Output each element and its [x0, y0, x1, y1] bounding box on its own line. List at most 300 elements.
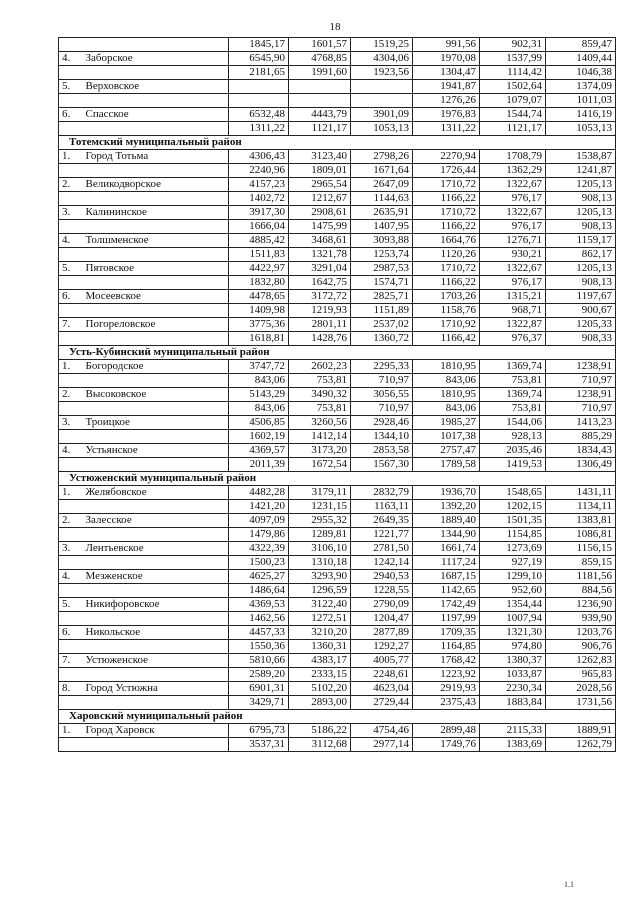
row-number	[59, 458, 83, 472]
settlement-name	[83, 122, 229, 136]
row-number	[59, 528, 83, 542]
table-row	[59, 360, 616, 374]
value-cell: 900,67	[546, 304, 616, 318]
value-cell: 1500,23	[229, 556, 289, 570]
district-header	[59, 472, 616, 486]
value-cell: 4369,57	[229, 444, 289, 458]
value-cell: 1238,91	[546, 360, 616, 374]
value-cell: 1344,90	[413, 528, 480, 542]
district-header	[59, 346, 616, 360]
value-cell: 908,13	[546, 192, 616, 206]
value-cell: 6795,73	[229, 724, 289, 738]
value-cell	[289, 94, 351, 108]
value-cell: 1011,03	[546, 94, 616, 108]
row-number: 4.	[59, 52, 83, 66]
settlement-name: Богородское	[83, 360, 229, 374]
value-cell: 4383,17	[289, 654, 351, 668]
value-cell: 902,31	[480, 38, 546, 52]
value-cell: 1567,30	[351, 458, 413, 472]
value-cell: 1726,44	[413, 164, 480, 178]
value-cell: 1181,56	[546, 570, 616, 584]
value-cell: 908,13	[546, 276, 616, 290]
value-cell: 1409,44	[546, 52, 616, 66]
settlement-name: Лентьевское	[83, 542, 229, 556]
value-cell	[289, 80, 351, 94]
settlement-name: Мосеевское	[83, 290, 229, 304]
table-row	[59, 598, 616, 612]
table-row	[59, 640, 616, 654]
value-cell: 4097,09	[229, 514, 289, 528]
value-cell: 1296,59	[289, 584, 351, 598]
value-cell: 2115,33	[480, 724, 546, 738]
table-row	[59, 654, 616, 668]
table-row	[59, 262, 616, 276]
value-cell: 843,06	[229, 402, 289, 416]
value-cell: 1985,27	[413, 416, 480, 430]
value-cell: 1205,33	[546, 318, 616, 332]
value-cell: 1212,67	[289, 192, 351, 206]
row-number: 1.	[59, 724, 83, 738]
value-cell: 1380,37	[480, 654, 546, 668]
value-cell: 5810,66	[229, 654, 289, 668]
row-number: 8.	[59, 682, 83, 696]
value-cell: 710,97	[351, 402, 413, 416]
settlement-name	[83, 430, 229, 444]
value-cell: 2781,50	[351, 542, 413, 556]
settlement-name	[83, 696, 229, 710]
value-cell: 1409,98	[229, 304, 289, 318]
value-cell: 1236,90	[546, 598, 616, 612]
value-cell: 952,60	[480, 584, 546, 598]
value-cell: 1672,54	[289, 458, 351, 472]
value-cell: 1046,38	[546, 66, 616, 80]
value-cell: 2928,46	[351, 416, 413, 430]
value-cell: 3112,68	[289, 738, 351, 752]
value-cell: 1502,64	[480, 80, 546, 94]
value-cell: 2295,33	[351, 360, 413, 374]
value-cell: 710,97	[351, 374, 413, 388]
row-number	[59, 192, 83, 206]
value-cell: 1475,99	[289, 220, 351, 234]
value-cell: 1344,10	[351, 430, 413, 444]
table-row	[59, 542, 616, 556]
value-cell: 1731,56	[546, 696, 616, 710]
value-cell: 1832,80	[229, 276, 289, 290]
table-row	[59, 556, 616, 570]
row-number	[59, 696, 83, 710]
value-cell: 5143,29	[229, 388, 289, 402]
table-row	[59, 612, 616, 626]
table-row	[59, 290, 616, 304]
settlement-name: Желябовское	[83, 486, 229, 500]
table-row	[59, 626, 616, 640]
value-cell: 1666,04	[229, 220, 289, 234]
row-number: 6.	[59, 290, 83, 304]
value-cell: 859,47	[546, 38, 616, 52]
row-number	[59, 374, 83, 388]
settlement-name	[83, 164, 229, 178]
settlement-name	[83, 220, 229, 234]
value-cell: 927,19	[480, 556, 546, 570]
settlement-name	[83, 248, 229, 262]
value-cell: 2832,79	[351, 486, 413, 500]
value-cell: 2790,09	[351, 598, 413, 612]
settlement-name: Троицкое	[83, 416, 229, 430]
value-cell: 1889,91	[546, 724, 616, 738]
value-cell: 1197,67	[546, 290, 616, 304]
value-cell: 1537,99	[480, 52, 546, 66]
value-cell: 2729,44	[351, 696, 413, 710]
value-cell: 6545,90	[229, 52, 289, 66]
value-cell: 4306,43	[229, 150, 289, 164]
value-cell: 1548,65	[480, 486, 546, 500]
district-title: Устюженский муниципальный район	[59, 472, 616, 486]
value-cell: 753,81	[480, 374, 546, 388]
settlement-name: Никольское	[83, 626, 229, 640]
row-number: 3.	[59, 542, 83, 556]
value-cell: 974,80	[480, 640, 546, 654]
row-number	[59, 38, 83, 52]
table-row	[59, 486, 616, 500]
value-cell: 3123,40	[289, 150, 351, 164]
value-cell: 1768,42	[413, 654, 480, 668]
table-row	[59, 206, 616, 220]
value-cell: 5186,22	[289, 724, 351, 738]
value-cell: 1166,22	[413, 192, 480, 206]
value-cell: 3537,31	[229, 738, 289, 752]
value-cell: 2333,15	[289, 668, 351, 682]
value-cell: 1661,74	[413, 542, 480, 556]
row-number	[59, 738, 83, 752]
value-cell: 1486,64	[229, 584, 289, 598]
table-row	[59, 444, 616, 458]
value-cell: 1421,20	[229, 500, 289, 514]
value-cell: 1166,22	[413, 276, 480, 290]
value-cell: 885,29	[546, 430, 616, 444]
row-number: 2.	[59, 514, 83, 528]
value-cell: 1462,56	[229, 612, 289, 626]
value-cell: 2602,23	[289, 360, 351, 374]
settlement-name: Устьянское	[83, 444, 229, 458]
value-cell: 1053,13	[351, 122, 413, 136]
district-title: Усть-Кубинский муниципальный район	[59, 346, 616, 360]
value-cell: 843,06	[413, 402, 480, 416]
value-cell: 991,56	[413, 38, 480, 52]
settlement-name: Спасское	[83, 108, 229, 122]
value-cell: 1428,76	[289, 332, 351, 346]
value-cell: 3917,30	[229, 206, 289, 220]
value-cell: 1501,35	[480, 514, 546, 528]
value-cell: 2987,53	[351, 262, 413, 276]
value-cell: 1117,24	[413, 556, 480, 570]
value-cell: 2853,58	[351, 444, 413, 458]
value-cell: 1810,95	[413, 360, 480, 374]
value-cell: 1151,89	[351, 304, 413, 318]
value-cell: 1671,64	[351, 164, 413, 178]
table-row	[59, 248, 616, 262]
table-row	[59, 220, 616, 234]
row-number	[59, 430, 83, 444]
value-cell: 2270,94	[413, 150, 480, 164]
value-cell: 1228,55	[351, 584, 413, 598]
value-cell: 753,81	[289, 402, 351, 416]
value-cell: 1321,78	[289, 248, 351, 262]
value-cell: 1121,17	[289, 122, 351, 136]
value-cell: 1231,15	[289, 500, 351, 514]
value-cell: 2965,54	[289, 178, 351, 192]
value-cell: 1156,15	[546, 542, 616, 556]
table-row	[59, 234, 616, 248]
value-cell: 1203,76	[546, 626, 616, 640]
row-number: 5.	[59, 598, 83, 612]
value-cell: 3468,61	[289, 234, 351, 248]
value-cell: 1120,26	[413, 248, 480, 262]
value-cell: 1134,11	[546, 500, 616, 514]
value-cell: 2977,14	[351, 738, 413, 752]
row-number	[59, 304, 83, 318]
value-cell: 976,17	[480, 220, 546, 234]
value-cell: 1602,19	[229, 430, 289, 444]
row-number: 6.	[59, 108, 83, 122]
row-number	[59, 276, 83, 290]
value-cell: 1221,77	[351, 528, 413, 542]
value-cell: 1710,72	[413, 262, 480, 276]
row-number	[59, 640, 83, 654]
value-cell: 4754,46	[351, 724, 413, 738]
settlement-name	[83, 528, 229, 542]
value-cell: 4369,53	[229, 598, 289, 612]
value-cell: 1205,13	[546, 206, 616, 220]
value-cell: 2801,11	[289, 318, 351, 332]
value-cell: 1941,87	[413, 80, 480, 94]
value-cell: 1197,99	[413, 612, 480, 626]
value-cell: 2899,48	[413, 724, 480, 738]
value-cell: 1262,83	[546, 654, 616, 668]
value-cell: 1383,69	[480, 738, 546, 752]
value-cell: 1299,10	[480, 570, 546, 584]
table-row	[59, 388, 616, 402]
value-cell: 2825,71	[351, 290, 413, 304]
value-cell: 2647,09	[351, 178, 413, 192]
table-row	[59, 724, 616, 738]
settlement-name: Толшменское	[83, 234, 229, 248]
value-cell: 3901,09	[351, 108, 413, 122]
value-cell: 1315,21	[480, 290, 546, 304]
value-cell: 1321,30	[480, 626, 546, 640]
value-cell: 1369,74	[480, 388, 546, 402]
settlement-name	[83, 66, 229, 80]
value-cell: 1416,19	[546, 108, 616, 122]
table-row	[59, 38, 616, 52]
value-cell: 1360,72	[351, 332, 413, 346]
value-cell: 1166,42	[413, 332, 480, 346]
value-cell: 6532,48	[229, 108, 289, 122]
settlement-name	[83, 668, 229, 682]
table-row	[59, 192, 616, 206]
value-cell: 1114,42	[480, 66, 546, 80]
settlement-name: Заборское	[83, 52, 229, 66]
settlement-name	[83, 192, 229, 206]
value-cell: 2955,32	[289, 514, 351, 528]
value-cell: 1809,01	[289, 164, 351, 178]
value-cell: 4005,77	[351, 654, 413, 668]
value-cell: 1407,95	[351, 220, 413, 234]
value-cell: 3122,40	[289, 598, 351, 612]
value-cell: 1086,81	[546, 528, 616, 542]
settlement-name	[83, 738, 229, 752]
value-cell: 1310,18	[289, 556, 351, 570]
value-cell: 2798,26	[351, 150, 413, 164]
row-number	[59, 164, 83, 178]
value-cell: 1144,63	[351, 192, 413, 206]
value-cell: 710,97	[546, 374, 616, 388]
value-cell	[229, 94, 289, 108]
value-cell: 1007,94	[480, 612, 546, 626]
value-cell: 976,17	[480, 192, 546, 206]
row-number: 5.	[59, 80, 83, 94]
value-cell: 884,56	[546, 584, 616, 598]
value-cell: 1883,84	[480, 696, 546, 710]
value-cell: 908,33	[546, 332, 616, 346]
table-row	[59, 66, 616, 80]
value-cell: 4304,06	[351, 52, 413, 66]
value-cell: 3179,11	[289, 486, 351, 500]
value-cell: 1834,43	[546, 444, 616, 458]
table-row	[59, 150, 616, 164]
table-row	[59, 682, 616, 696]
value-cell: 1710,72	[413, 178, 480, 192]
settlement-name	[83, 612, 229, 626]
value-cell	[351, 94, 413, 108]
value-cell: 4506,85	[229, 416, 289, 430]
value-cell: 1322,67	[480, 262, 546, 276]
value-cell: 1544,74	[480, 108, 546, 122]
value-cell: 1664,76	[413, 234, 480, 248]
value-cell: 1789,58	[413, 458, 480, 472]
value-cell: 3429,71	[229, 696, 289, 710]
value-cell: 1306,49	[546, 458, 616, 472]
value-cell: 1142,65	[413, 584, 480, 598]
table-row	[59, 430, 616, 444]
value-cell: 843,06	[413, 374, 480, 388]
value-cell: 1079,07	[480, 94, 546, 108]
value-cell: 753,81	[480, 402, 546, 416]
settlement-name: Высоковское	[83, 388, 229, 402]
row-number	[59, 668, 83, 682]
value-cell: 3056,55	[351, 388, 413, 402]
table-row	[59, 164, 616, 178]
value-cell: 4885,42	[229, 234, 289, 248]
value-cell: 1749,76	[413, 738, 480, 752]
settlement-name	[83, 584, 229, 598]
value-cell: 1936,70	[413, 486, 480, 500]
value-cell: 1362,29	[480, 164, 546, 178]
settlement-name: Никифоровское	[83, 598, 229, 612]
row-number	[59, 500, 83, 514]
value-cell: 1276,26	[413, 94, 480, 108]
row-number	[59, 584, 83, 598]
value-cell: 1154,85	[480, 528, 546, 542]
row-number: 5.	[59, 262, 83, 276]
value-cell: 968,71	[480, 304, 546, 318]
value-cell: 928,13	[480, 430, 546, 444]
value-cell: 976,37	[480, 332, 546, 346]
value-cell: 2919,93	[413, 682, 480, 696]
value-cell: 1618,81	[229, 332, 289, 346]
table-row	[59, 80, 616, 94]
table-row	[59, 402, 616, 416]
settlement-name: Погореловское	[83, 318, 229, 332]
value-cell: 2589,20	[229, 668, 289, 682]
row-number: 6.	[59, 626, 83, 640]
row-number: 4.	[59, 444, 83, 458]
value-cell: 1710,72	[413, 206, 480, 220]
table-row	[59, 738, 616, 752]
value-cell: 6901,31	[229, 682, 289, 696]
table-row	[59, 374, 616, 388]
value-cell: 3291,04	[289, 262, 351, 276]
value-cell: 1166,22	[413, 220, 480, 234]
value-cell: 1642,75	[289, 276, 351, 290]
value-cell: 2240,96	[229, 164, 289, 178]
value-cell: 1241,87	[546, 164, 616, 178]
settlement-name	[83, 332, 229, 346]
value-cell: 1923,56	[351, 66, 413, 80]
table-row	[59, 276, 616, 290]
settlement-name: Город Тотьма	[83, 150, 229, 164]
table-row	[59, 416, 616, 430]
value-cell: 4623,04	[351, 682, 413, 696]
value-cell: 1519,25	[351, 38, 413, 52]
value-cell: 2877,89	[351, 626, 413, 640]
settlement-name: Великодворское	[83, 178, 229, 192]
value-cell: 859,15	[546, 556, 616, 570]
value-cell: 1121,17	[480, 122, 546, 136]
value-cell: 3172,72	[289, 290, 351, 304]
value-cell: 3210,20	[289, 626, 351, 640]
value-cell: 1550,36	[229, 640, 289, 654]
value-cell: 1219,93	[289, 304, 351, 318]
value-cell: 1205,13	[546, 178, 616, 192]
settlement-name	[83, 94, 229, 108]
value-cell: 4443,79	[289, 108, 351, 122]
value-cell: 2375,43	[413, 696, 480, 710]
value-cell: 1262,79	[546, 738, 616, 752]
table-row	[59, 668, 616, 682]
settlement-name: Город Харовск	[83, 724, 229, 738]
value-cell: 1479,86	[229, 528, 289, 542]
settlement-name: Город Устюжна	[83, 682, 229, 696]
table-row	[59, 458, 616, 472]
value-cell: 1709,35	[413, 626, 480, 640]
district-header	[59, 710, 616, 724]
value-cell: 1991,60	[289, 66, 351, 80]
row-number: 3.	[59, 206, 83, 220]
settlement-name	[83, 500, 229, 514]
value-cell: 1017,38	[413, 430, 480, 444]
value-cell: 976,17	[480, 276, 546, 290]
settlement-name	[83, 402, 229, 416]
row-number	[59, 556, 83, 570]
value-cell: 965,83	[546, 668, 616, 682]
row-number: 4.	[59, 234, 83, 248]
row-number: 1.	[59, 360, 83, 374]
value-cell: 1601,57	[289, 38, 351, 52]
settlement-name: Залесское	[83, 514, 229, 528]
value-cell: 1970,08	[413, 52, 480, 66]
value-cell: 1413,23	[546, 416, 616, 430]
value-cell: 4768,85	[289, 52, 351, 66]
